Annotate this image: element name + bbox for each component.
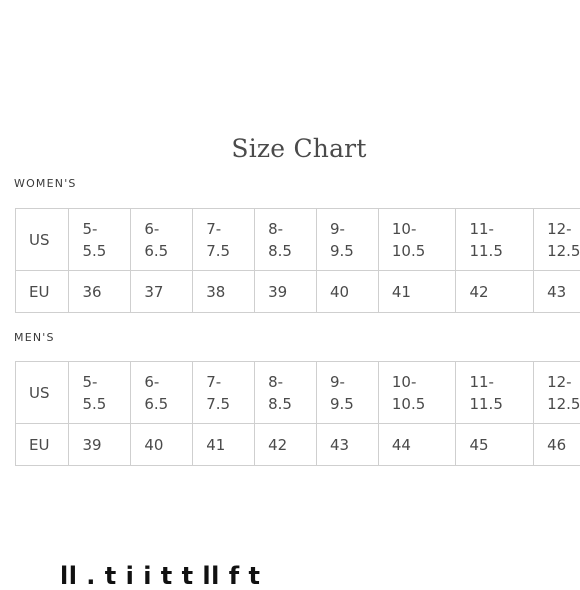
eu-size-cell: 36	[69, 271, 131, 313]
eu-size-cell: 45	[456, 424, 534, 466]
page-title: Size Chart	[0, 134, 580, 163]
us-size-cell: 10- 10.5	[378, 362, 456, 424]
us-size-cell: 6- 6.5	[131, 362, 193, 424]
eu-size-cell: 42	[255, 424, 317, 466]
us-row-label: US	[16, 362, 69, 424]
eu-size-cell: 41	[193, 424, 255, 466]
womens-size-table	[15, 208, 580, 313]
eu-size-cell: 37	[131, 271, 193, 313]
us-row-label: US	[16, 209, 69, 271]
eu-size-cell: 46	[534, 424, 580, 466]
us-size-cell: 11- 11.5	[456, 209, 534, 271]
eu-size-cell: 39	[255, 271, 317, 313]
us-size-cell: 9- 9.5	[316, 362, 378, 424]
us-size-cell: 7- 7.5	[193, 362, 255, 424]
us-size-cell: 8- 8.5	[255, 362, 317, 424]
us-size-cell: 8- 8.5	[255, 209, 317, 271]
us-size-cell: 10- 10.5	[378, 209, 456, 271]
us-size-cell: 6- 6.5	[131, 209, 193, 271]
eu-row-label: EU	[16, 424, 69, 466]
womens-eu-row	[16, 271, 580, 313]
eu-size-cell: 42	[456, 271, 534, 313]
us-size-cell: 5- 5.5	[69, 362, 131, 424]
womens-section-label: WOMEN'S	[14, 177, 77, 190]
us-size-cell: 7- 7.5	[193, 209, 255, 271]
cropped-footer-text: ll . t i i t t ll f t	[60, 562, 580, 590]
eu-size-cell: 43	[316, 424, 378, 466]
mens-us-row	[16, 362, 580, 424]
eu-size-cell: 43	[534, 271, 580, 313]
eu-size-cell: 41	[378, 271, 456, 313]
eu-size-cell: 39	[69, 424, 131, 466]
us-size-cell: 5- 5.5	[69, 209, 131, 271]
eu-size-cell: 44	[378, 424, 456, 466]
eu-size-cell: 38	[193, 271, 255, 313]
us-size-cell: 9- 9.5	[316, 209, 378, 271]
mens-section-label: MEN'S	[14, 331, 55, 344]
us-size-cell: 12- 12.5	[534, 209, 580, 271]
mens-size-table	[15, 361, 580, 466]
eu-row-label: EU	[16, 271, 69, 313]
us-size-cell: 12- 12.5	[534, 362, 580, 424]
eu-size-cell: 40	[316, 271, 378, 313]
us-size-cell: 11- 11.5	[456, 362, 534, 424]
mens-eu-row	[16, 424, 580, 466]
womens-us-row	[16, 209, 580, 271]
eu-size-cell: 40	[131, 424, 193, 466]
